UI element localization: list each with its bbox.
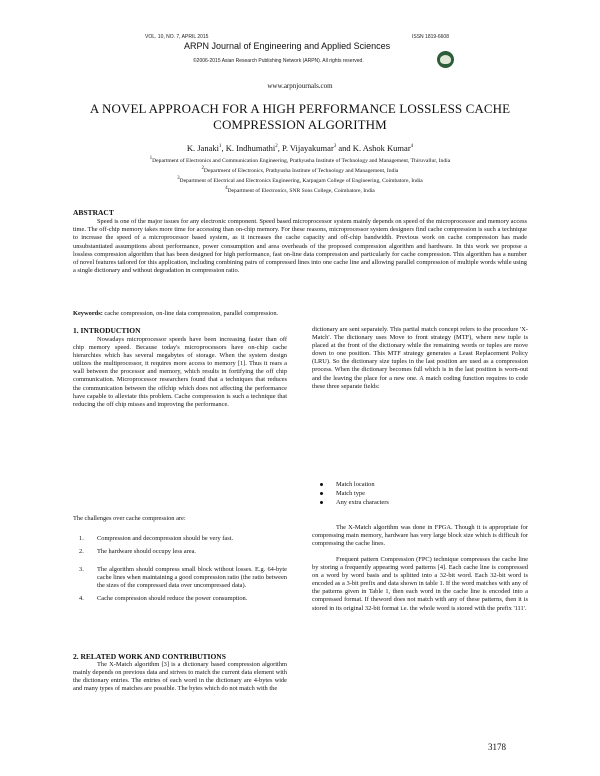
- author-2: , K. Indhumathi: [221, 143, 276, 153]
- xmatch-paragraph: dictionary are sent separately. This partial match concept refers to the procedure 'X-Match'. The dictionary uses Move to front strategy (MTF), where new tuple is placed at the front of the dictionary while the remaining words or tuples are move down to one position. This MTF strategy generates a Least Replacement Policy (LRU). So the dictionary size tuples in the last position are used as a compression process. When the dictionary becomes full which is in the last position is worn-out and the leaving the place for a new one. A match coding function requires to code these three separate fields:: [312, 326, 528, 390]
- list-item: Any extra characters: [312, 498, 528, 507]
- challenges-list: [73, 535, 287, 609]
- author-3: , P. Vijayakumar: [277, 143, 334, 153]
- author-1-sup: 1: [218, 144, 222, 150]
- author-3-sup: 3: [333, 144, 337, 150]
- fpc-paragraph: Frequent pattern Compression (FPC) technique compresses the cache line by storing a frequently appearing word patterns [4]. Each cache line is compressed on a word by word basis and is splitted into a 32-bit word. Each 32-bit word is encoded as a 3-bit prefix and data shown in table 1. If the word matches with any of the patterns given in Table 1, then each word in the cache line is encoded into a compressed format. If theword does not match with any of these patterns, then it is stored in its original 32-bit format i.e. the whole word is stored with the prefix '111'.: [312, 556, 528, 612]
- abstract-text: Speed is one of the major issues for any electronic component. Speed based microprocessor system mainly depends on speed of the microprocessor and memory access time. The off-chip memory takes more time for accessing than on-chip memory. For these reasons, microprocessor system designers find cache compression is such a technique to increase the speed of a microprocessor based system, as it increases the cache capacity and off-chip bandwidth. Previous work on cache compression has made unsubstantiated assumptions about performance, power consumption and area overheads of the proposed compression algorithm and hardware. In this work we propose a lossless compression algorithm that has been designed for high performance, fast on-line data compression and particularly for cache compression. This algorithm has a number of novel features tailored for this application, including combining pairs of compressed lines into one cache line and allowing parallel compression of multiple words while using a single dictionary and without degradation in compression ratio.: [73, 218, 527, 275]
- issn: ISSN 1819-6608: [412, 34, 449, 40]
- author-list: [0, 143, 600, 153]
- copyright-line: ©2006-2015 Asian Research Publishing Network (ARPN). All rights reserved.: [193, 58, 364, 64]
- paper-title: [0, 101, 600, 133]
- list-item: Match type: [312, 489, 528, 498]
- list-item: 3. The algorithm should compress small block without losses. E.g. 64-byte cache lines when maintaining a good compression ratio (the ratio between the sizes of the compressed data over uncompressed data).: [79, 566, 287, 590]
- affiliation-1: $^1$Department of Electronics and Communication Engineering, Prathyusha Institute of Technology and Management, Thiruvallur, India: [149, 156, 451, 164]
- keywords-label: Keywords:: [73, 310, 103, 317]
- volume-info: VOL. 10, NO. 7, APRIL 2015: [145, 34, 209, 40]
- list-item: 4. Cache compression should reduce the power consumption.: [79, 595, 248, 603]
- affiliation-2: $^2$Department of Electronics, Prathyusha Institute of Technology and Management, India: [201, 166, 399, 175]
- field-list: [312, 480, 528, 507]
- list-item: 2. The hardware should occupy less area.: [79, 548, 197, 556]
- abstract-heading: ABSTRACT: [73, 208, 114, 217]
- arpn-logo-icon: [437, 51, 454, 68]
- keywords: [73, 310, 527, 318]
- challenges-intro: The challenges over cache compression are:: [73, 515, 186, 522]
- affiliation-3: $^3$Department of Electrical and Electronics Engineering, Karpagam College of Engineering, Coimbatore, India: [177, 176, 423, 185]
- author-4-sup: 4: [410, 144, 414, 150]
- keywords-text: cache compression, on-line data compression, parallel compression.: [102, 310, 279, 317]
- page-number: 3178: [488, 742, 506, 752]
- related-work-heading: 2. RELATED WORK AND CONTRIBUTIONS: [73, 652, 226, 661]
- affiliations: [0, 155, 600, 196]
- fpga-paragraph: The X-Match algorithm was done in FPGA. Though it is appropriate for compressing main memory, hardware has very large block size which is difficult for compressing the cache lines.: [312, 524, 528, 548]
- author-4: and K. Ashok Kumar: [336, 143, 411, 153]
- title-line-2: COMPRESSION ALGORITHM: [213, 117, 387, 132]
- author-1: K. Janaki: [186, 143, 219, 153]
- list-item: Match location: [312, 480, 528, 489]
- title-line-1: A NOVEL APPROACH FOR A HIGH PERFORMANCE LOSSLESS CACHE: [89, 101, 511, 116]
- introduction-text: Nowadays microprocessor speeds have been increasing faster than off chip memory speed. Because today's microprocessors have on-chip cache hierarchies which has several megabytes of storage. When the system design utilizes the multiprocessor, it requires more access to memory [1]. Thus it rears a wall between the processor and memory, which results in fortifying the off chip communication. Microprocessor researchers found that a techniques that reduces the communication between the offchip which does not affecting the performance have capable to alleviate this problem. Cache compression is such a technique that reducing the off chip misses and improving the performance.: [73, 336, 287, 408]
- introduction-heading: 1. INTRODUCTION: [73, 326, 141, 335]
- related-work-text: The X-Match algorithm [3] is a dictionary based compression algorithm mainly depends on previous data and strives to match the current data element with the dictionary entries. The entries of each word in the dictionary are 4-bytes wide and many types of matches are possible. The bytes which do not match with the: [73, 661, 287, 693]
- list-item: 1. Compression and decompression should be very fast.: [79, 535, 234, 542]
- journal-url[interactable]: www.arpnjournals.com: [267, 82, 333, 90]
- affiliation-4: $^4$Department of Electronics, SNR Sons College, Coimbatore, India: [225, 186, 375, 195]
- journal-name: ARPN Journal of Engineering and Applied Sciences: [184, 41, 391, 51]
- author-2-sup: 2: [275, 144, 278, 150]
